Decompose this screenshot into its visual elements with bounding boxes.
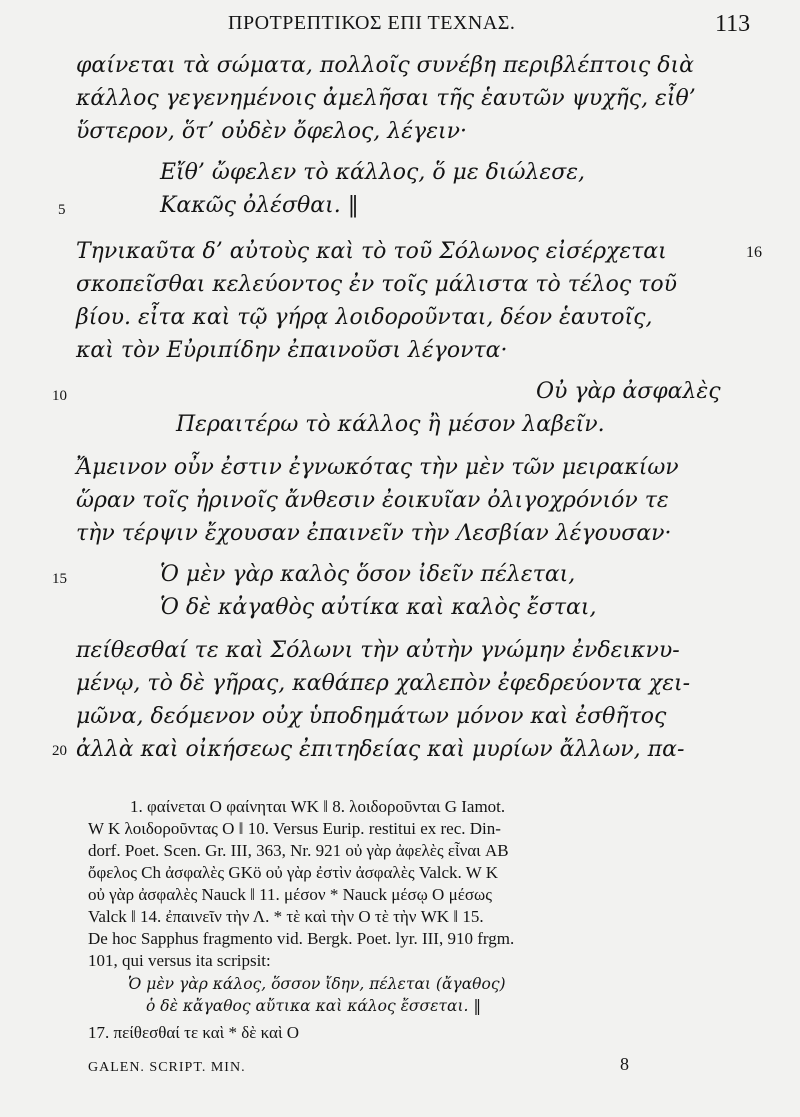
apparatus-line-5: οὐ γὰρ ἀσφαλὲς Nauck ‖ 11. μέσον * Nauck μέσῳ O μέσως — [88, 885, 492, 904]
text-line-17: πείθεσθαί τε καὶ Σόλωνι τὴν αὐτὴν γνώμην ἐνδεικνυ- — [76, 638, 680, 663]
apparatus-verse-2: ὁ δὲ κἄγαθος αὔτικα καὶ κάλος ἔσσεται. ‖ — [146, 997, 482, 1015]
verse-line-15: Ὁ μὲν γὰρ καλὸς ὅσον ἰδεῖν πέλεται, — [160, 562, 576, 587]
verse-line-4: Εἴθ’ ὤφελεν τὸ κάλλος, ὅ με διώλεσε, — [160, 160, 586, 185]
apparatus-line-1: 1. φαίνεται O φαίνηται WK ‖ 8. λοιδοροῦνται G Iamot. — [130, 797, 506, 816]
text-line-7: σκοπεῖσθαι κελεύοντος ἐν τοῖς μάλιστα τὸ τέλος τοῦ — [76, 272, 677, 297]
verse-line-16: Ὁ δὲ κἀγαθὸς αὐτίκα καὶ καλὸς ἔσται, — [160, 595, 597, 620]
text-line-2: κάλλος γεγενημένοις ἀμελῆσαι τῆς ἑαυτῶν ψυχῆς, εἶθ’ — [76, 86, 696, 111]
apparatus-line-8: 101, qui versus ita scripsit: — [88, 951, 271, 970]
apparatus-line-3: dorf. Poet. Scen. Gr. III, 363, Nr. 921 οὐ γὰρ ἀφελὲς εἶναι AB — [88, 841, 509, 860]
text-line-14: τὴν τέρψιν ἔχουσαν ἐπαινεῖν τὴν Λεσβίαν λέγουσαν· — [76, 521, 672, 546]
text-line-18: μένῳ, τὸ δὲ γῆρας, καθάπερ χαλεπὸν ἐφεδρεύοντα χει- — [76, 671, 691, 696]
footer-collection: GALEN. SCRIPT. MIN. — [88, 1060, 246, 1075]
apparatus-verse-1: Ὁ μὲν γὰρ κάλος, ὅσσον ἴδην, πέλεται (ἄγαθος) — [128, 975, 506, 993]
verse-line-10: Οὐ γὰρ ἀσφαλὲς — [536, 379, 721, 404]
running-head-title: ΠΡΟΤΡΕΠΤΙΚΟΣ ΕΠΙ ΤΕΧΝΑΣ. — [228, 12, 516, 34]
line-number-15: 15 — [52, 571, 67, 587]
text-line-9: καὶ τὸν Εὐριπίδην ἐπαινοῦσι λέγοντα· — [76, 338, 508, 363]
verse-line-5: Κακῶς ὀλέσθαι. ‖ — [160, 193, 359, 218]
verse-line-11: Περαιτέρω τὸ κάλλος ἢ μέσον λαβεῖν. — [176, 412, 605, 437]
line-number-10: 10 — [52, 388, 67, 404]
text-line-1: φαίνεται τὰ σώματα, πολλοῖς συνέβη περιβλέπτοις διὰ — [76, 53, 694, 78]
line-number-20: 20 — [52, 743, 67, 759]
text-line-19: μῶνα, δεόμενον οὐχ ὑποδημάτων μόνον καὶ ἐσθῆτος — [76, 704, 667, 729]
signature-mark: 8 — [620, 1054, 629, 1074]
apparatus-line-4: ὄφελος Ch ἀσφαλὲς GKö οὐ γὰρ ἐστὶν ἀσφαλὲς Valck. W K — [88, 863, 499, 882]
running-head — [0, 8, 800, 38]
apparatus-line-2: W K λοιδοροῦντας O ‖ 10. Versus Eurip. restitui ex rec. Din- — [88, 819, 501, 838]
line-number-5: 5 — [58, 202, 66, 218]
page-number: 113 — [715, 11, 751, 37]
text-line-8: βίου. εἶτα καὶ τῷ γήρᾳ λοιδοροῦνται, δέον ἑαυτοῖς, — [76, 305, 653, 330]
apparatus-line-11: 17. πείθεσθαί τε καὶ * δὲ καὶ O — [88, 1023, 300, 1042]
apparatus-line-7: De hoc Sapphus fragmento vid. Bergk. Poet. lyr. III, 910 frgm. — [88, 929, 515, 948]
text-line-3: ὕστερον, ὅτ’ οὐδὲν ὄφελος, λέγειν· — [76, 119, 467, 144]
margin-reference: 16 — [746, 244, 762, 261]
text-line-6: Τηνικαῦτα δ’ αὐτοὺς καὶ τὸ τοῦ Σόλωνος εἰσέρχεται — [76, 239, 667, 264]
text-line-12: Ἄμεινον οὖν ἐστιν ἐγνωκότας τὴν μὲν τῶν μειρακίων — [76, 455, 679, 480]
apparatus-line-6: Valck ‖ 14. ἐπαινεῖν τὴν Λ. * τὲ καὶ τὴν O τὲ τὴν WK ‖ 15. — [88, 907, 484, 926]
text-line-20: ἀλλὰ καὶ οἰκήσεως ἐπιτηδείας καὶ μυρίων ἄλλων, πα- — [76, 737, 685, 762]
text-line-13: ὥραν τοῖς ἠρινοῖς ἄνθεσιν ἐοικυῖαν ὀλιγοχρόνιόν τε — [76, 488, 669, 513]
